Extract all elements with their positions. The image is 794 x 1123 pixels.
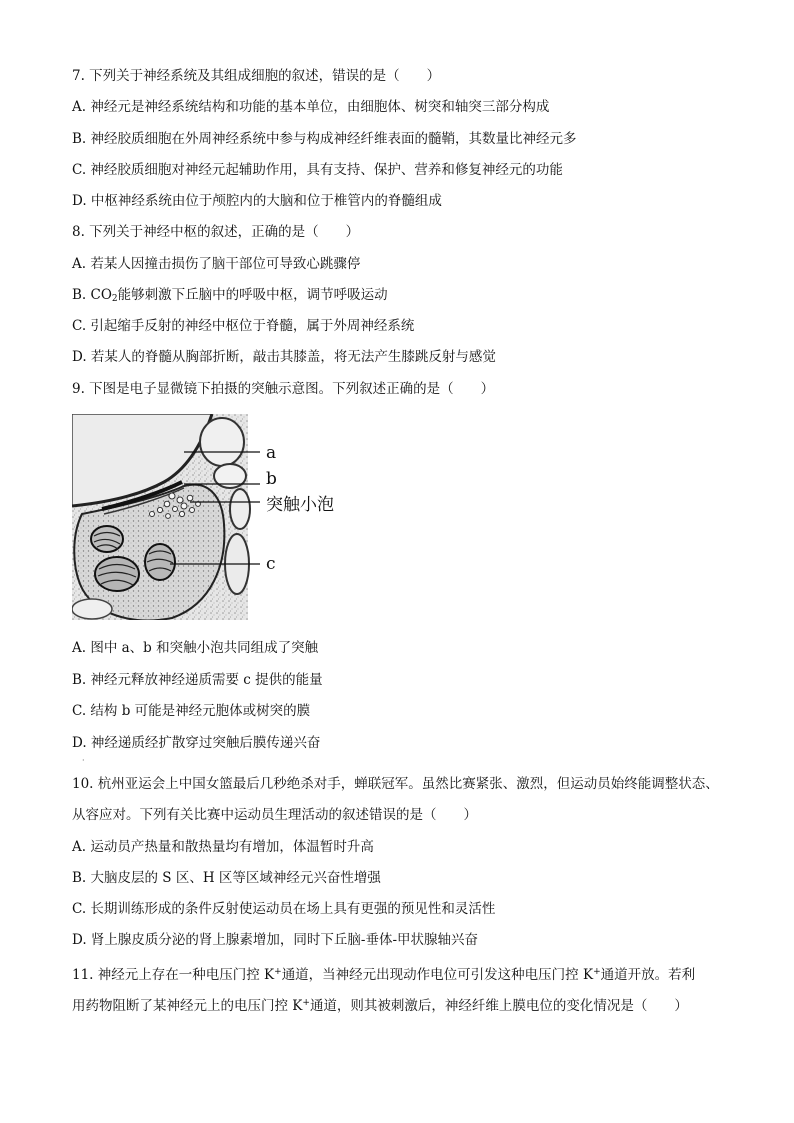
q8-option-d: D. 若某人的脊髓从胸部折断，敲击其膝盖，将无法产生膝跳反射与感觉 (72, 349, 496, 365)
q10-option-b: B. 大脑皮层的 S 区、H 区等区域神经元兴奋性增强 (72, 870, 381, 886)
q8-stem: 8. 下列关于神经中枢的叙述，正确的是（ ） (72, 224, 360, 240)
q7-option-c: C. 神经胶质细胞对神经元起辅助作用，具有支持、保护、营养和修复神经元的功能 (72, 162, 563, 178)
q7-option-a: A. 神经元是神经系统结构和功能的基本单位，由细胞体、树突和轴突三部分构成 (72, 99, 550, 115)
q10-stem-line1: 10. 杭州亚运会上中国女篮最后几秒绝杀对手，蝉联冠军。虽然比赛紧张、激烈，但运动员始终能调整状态、 (72, 776, 719, 792)
q8-option-a: A. 若某人因撞击损伤了脑干部位可导致心跳骤停 (72, 256, 361, 272)
q10-stem-line2: 从容应对。下列有关比赛中运动员生理活动的叙述错误的是（ ） (72, 807, 477, 823)
stray-mark: · (82, 756, 85, 765)
q8-option-c: C. 引起缩手反射的神经中枢位于脊髓，属于外周神经系统 (72, 318, 415, 334)
synapse-micrograph-figure (72, 414, 362, 620)
label-c: c (266, 554, 276, 574)
q8-option-b: B. $CO_2$能够刺激下丘脑中的呼吸中枢，调节呼吸运动 (72, 287, 388, 304)
q7-option-d: D. 中枢神经系统由位于颅腔内的大脑和位于椎管内的脊髓组成 (72, 193, 442, 209)
q10-option-a: A. 运动员产热量和散热量均有增加，体温暂时升高 (72, 839, 374, 855)
q7-option-b: B. 神经胶质细胞在外周神经系统中参与构成神经纤维表面的髓鞘，其数量比神经元多 (72, 131, 577, 147)
q9-option-a: A. 图中 a、b 和突触小泡共同组成了突触 (72, 640, 319, 656)
q11-stem-line1: 11. 神经元上存在一种电压门控 K+通道，当神经元出现动作电位可引发这种电压门控 K+通道开放。若利 (72, 967, 696, 983)
q9-stem: 9. 下图是电子显微镜下拍摄的突触示意图。下列叙述正确的是（ ） (72, 381, 495, 397)
q10-option-d: D. 肾上腺皮质分泌的肾上腺素增加，同时下丘脑-垂体-甲状腺轴兴奋 (72, 932, 479, 948)
q11-stem-line2: 用药物阻断了某神经元上的电压门控 K+通道，则其被刺激后，神经纤维上膜电位的变化情况是（ ） (72, 998, 688, 1014)
q9-option-c: C. 结构 b 可能是神经元胞体或树突的膜 (72, 703, 311, 719)
synapse-micrograph (72, 414, 362, 620)
q9-option-d: D. 神经递质经扩散穿过突触后膜传递兴奋 (72, 735, 321, 751)
q7-stem: 7. 下列关于神经系统及其组成细胞的叙述，错误的是（ ） (72, 68, 441, 84)
label-b: b (266, 469, 277, 489)
q9-option-b: B. 神经元释放神经递质需要 c 提供的能量 (72, 672, 323, 688)
label-a: a (266, 443, 277, 463)
q10-option-c: C. 长期训练形成的条件反射使运动员在场上具有更强的预见性和灵活性 (72, 901, 496, 917)
label-synaptic-vesicle: 突触小泡 (266, 495, 334, 515)
